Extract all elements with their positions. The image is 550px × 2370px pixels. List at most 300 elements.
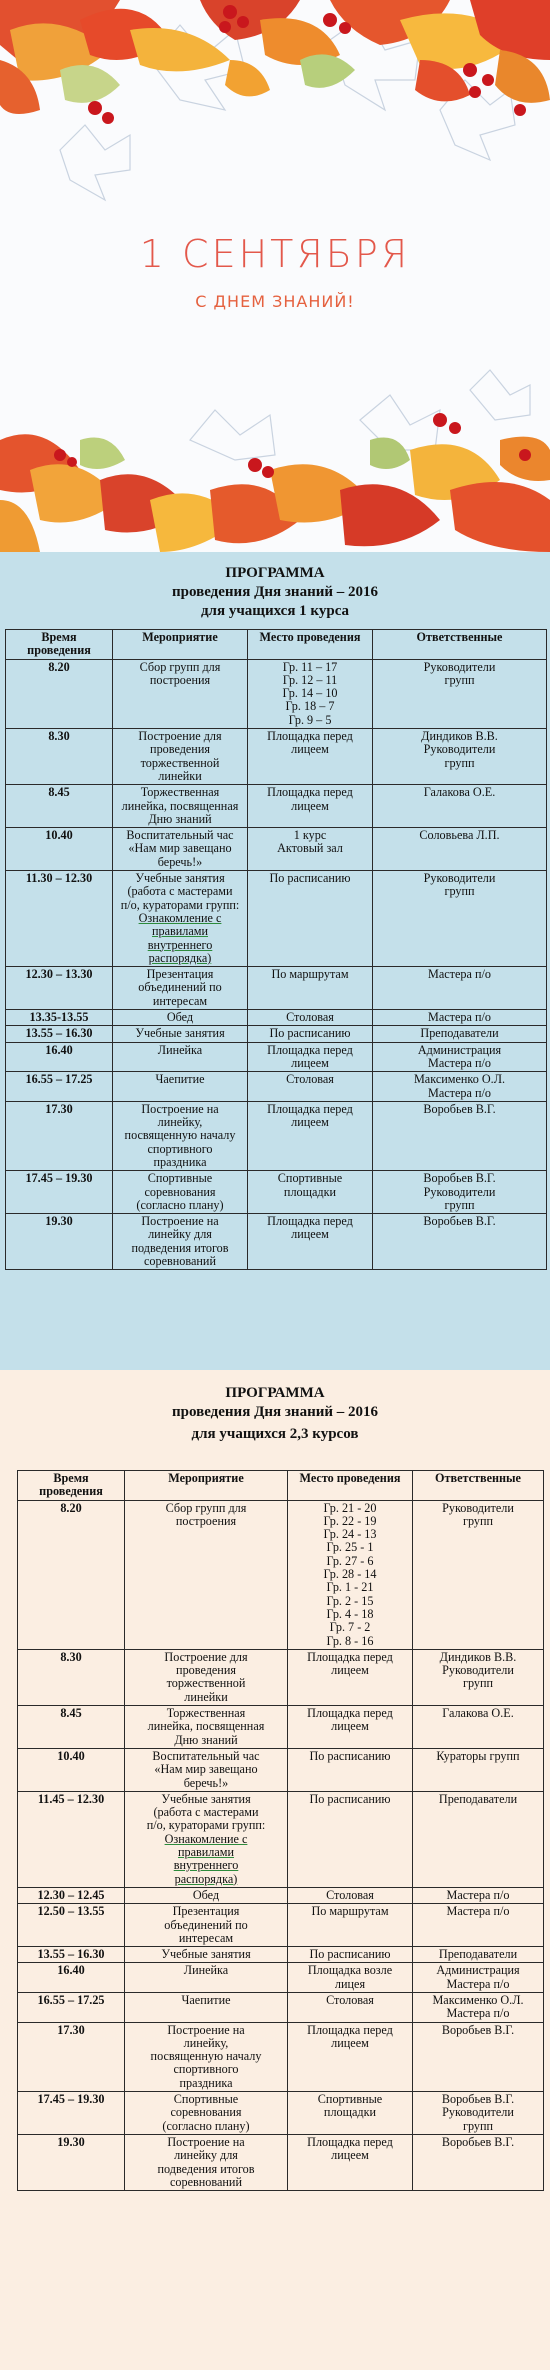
cell-line: Площадка перед (307, 2134, 393, 2149)
cell-line: Соловьева Л.П. (419, 828, 500, 843)
cell-line: Гр. 24 - 13 (323, 1527, 377, 1542)
cell-line: Спортивные (277, 1171, 343, 1186)
cell-place (288, 1649, 413, 1705)
cell-line: лицеем (331, 1663, 369, 1678)
table-row (18, 1947, 544, 1963)
table-row (6, 1101, 547, 1170)
program-heading-line: для учащихся 2,3 курсов (191, 1426, 359, 1442)
table-row (18, 2134, 544, 2190)
cell-place (248, 1214, 373, 1270)
cell-line: Площадка перед (307, 1649, 393, 1664)
cell-event (113, 1042, 248, 1072)
cell-line: распорядка) (174, 1871, 238, 1886)
cell-line: соревнований (144, 1254, 216, 1269)
cell-line: Линейка (183, 1963, 229, 1978)
cell-line: объединений по (138, 980, 222, 995)
cell-line: Построение на (167, 2022, 245, 2037)
cell-event (125, 2022, 288, 2091)
cell-line: Преподаватели (420, 1026, 499, 1041)
cell-time: 16.40 (6, 1042, 113, 1072)
table-row (6, 1072, 547, 1102)
cell-line: Обед (166, 1010, 194, 1025)
cell-time: 8.20 (6, 659, 113, 728)
cell-time: 10.40 (6, 828, 113, 871)
cell-event (125, 1791, 288, 1887)
cell-line: По расписанию (269, 871, 351, 886)
cell-line: Дню знаний (174, 1732, 238, 1747)
cell-line: Воробьев В.Г. (441, 2134, 515, 2149)
cell-place (248, 659, 373, 728)
cell-line: лицеем (291, 1227, 329, 1242)
table-row (6, 1026, 547, 1042)
cell-line: Чаепитие (155, 1072, 205, 1087)
cell-event (125, 1706, 288, 1749)
cell-place (288, 2134, 413, 2190)
cell-line: По маршрутам (311, 1904, 389, 1919)
cell-line: (работа с мастерами (153, 1805, 259, 1820)
cell-responsible (373, 1214, 547, 1270)
autumn-leaves-illustration (0, 0, 550, 552)
table-row (6, 659, 547, 728)
greeting-subtitle: С ДНЕМ ЗНАНИЙ! (195, 292, 355, 311)
cell-responsible (413, 1947, 544, 1963)
cell-responsible (413, 2022, 544, 2091)
program-heading (0, 1370, 550, 1444)
cell-line: (согласно плану) (162, 2118, 250, 2133)
cell-line: соревнования (144, 1184, 216, 1199)
cell-time: 11.30 – 12.30 (6, 871, 113, 967)
cell-responsible (413, 1992, 544, 2022)
column-header-place: Место проведения (248, 630, 373, 660)
cell-place (288, 1748, 413, 1791)
cell-place (248, 1042, 373, 1072)
cell-line: групп (444, 755, 475, 770)
cell-line: Построение для (164, 1649, 248, 1664)
cell-line: Спортивные (147, 1171, 213, 1186)
cell-line: торжественной (166, 1676, 246, 1691)
cell-event (113, 1010, 248, 1026)
program-rows (6, 659, 547, 1270)
greeting-title: 1 СЕНТЯБРЯ (139, 232, 411, 276)
cell-line: Дню знаний (148, 811, 212, 826)
table-row (18, 1748, 544, 1791)
column-header-responsible: Ответственные (413, 1471, 544, 1501)
cell-line: Мастера п/о (446, 1904, 510, 1919)
cell-line: групп (462, 1676, 494, 1691)
cell-line: Гр. 22 - 19 (323, 1513, 377, 1528)
cell-line: Гр. 1 - 21 (326, 1580, 374, 1595)
cell-place (248, 785, 373, 828)
table-row (6, 785, 547, 828)
cell-line: площадки (323, 2105, 377, 2120)
cell-line: Площадка перед (267, 1214, 353, 1229)
cell-line: Сбор групп для (165, 1500, 247, 1515)
cell-time: 17.45 – 19.30 (6, 1171, 113, 1214)
cell-event (113, 828, 248, 871)
cell-line: Максименко О.Л. (413, 1072, 506, 1087)
cell-line: Диндиков В.В. (439, 1649, 517, 1664)
cell-line: посвященную началу (124, 1128, 236, 1143)
table-row (6, 729, 547, 785)
cell-responsible (373, 1072, 547, 1102)
cell-line: торжественной (140, 755, 220, 770)
cell-line: лицея (334, 1976, 366, 1991)
cell-line: лицеем (331, 1719, 369, 1734)
cell-time: 12.30 – 13.30 (6, 967, 113, 1010)
table-row (6, 967, 547, 1010)
cell-time: 10.40 (18, 1748, 125, 1791)
cell-line: Воспитательный час (152, 1748, 260, 1763)
cell-line: Мастера п/о (428, 1055, 491, 1070)
cell-line: линейку для (174, 2148, 238, 2163)
cell-event (113, 871, 248, 967)
cell-time: 13.35-13.55 (6, 1010, 113, 1026)
cell-responsible (373, 871, 547, 967)
cell-place (288, 1904, 413, 1947)
table-row (18, 1904, 544, 1947)
cell-time: 13.55 – 16.30 (18, 1947, 125, 1963)
cell-line: Воробьев В.Г. (441, 2022, 515, 2037)
cell-responsible (373, 785, 547, 828)
cell-line: интересам (178, 1930, 234, 1945)
cell-line: Построение для (138, 729, 222, 744)
program-heading-line: проведения Дня знаний – 2016 (172, 584, 378, 600)
cell-line: объединений по (164, 1917, 248, 1932)
cell-line: Мастера п/о (446, 2006, 510, 2021)
table-row (18, 1500, 544, 1649)
cell-time: 12.30 – 12.45 (18, 1887, 125, 1903)
cell-event (113, 1214, 248, 1270)
cell-line: подведения итогов (131, 1240, 229, 1255)
cell-line: Площадка возле (307, 1963, 393, 1978)
cell-line: Гр. 7 - 2 (329, 1620, 371, 1635)
cell-line: Гр. 9 – 5 (288, 712, 332, 727)
cell-line: Диндиков В.В. (421, 729, 498, 744)
cell-line: Столовая (286, 1072, 334, 1087)
cell-line: спортивного (147, 1141, 213, 1156)
cell-line: групп (444, 884, 475, 899)
cell-line: праздника (179, 2075, 233, 2090)
table-row (18, 1887, 544, 1903)
cell-line: Столовая (286, 1010, 334, 1025)
cell-line: Обед (192, 1887, 220, 1902)
cell-event (125, 1649, 288, 1705)
cell-line: Площадка перед (267, 1042, 353, 1057)
cell-line: внутреннего (173, 1858, 239, 1873)
column-header-event: Мероприятие (125, 1471, 288, 1501)
cell-line: беречь!» (157, 854, 203, 869)
cell-line: правилами (177, 1845, 235, 1860)
cell-responsible (373, 659, 547, 728)
column-header-place: Место проведения (288, 1471, 413, 1501)
cell-responsible (373, 1042, 547, 1072)
table-row (18, 1963, 544, 1993)
cell-time: 8.45 (6, 785, 113, 828)
cell-line: Гр. 4 - 18 (326, 1606, 374, 1621)
cell-line: Актовый зал (277, 841, 343, 856)
cell-place (248, 1072, 373, 1102)
program-first-year (0, 552, 550, 1370)
cell-line: Гр. 25 - 1 (326, 1540, 374, 1555)
cell-line: По маршрутам (271, 967, 349, 982)
cell-line: подведения итогов (157, 2161, 255, 2176)
cell-responsible (373, 1171, 547, 1214)
cell-line: Воробьев В.Г. (441, 2092, 515, 2107)
cell-line: Мастера п/о (428, 967, 491, 982)
cell-line: Презентация (146, 967, 214, 982)
cell-line: Гр. 11 – 17 (282, 659, 338, 674)
cell-line: лицеем (291, 1115, 329, 1130)
cell-line: Торжественная (166, 1706, 246, 1721)
cell-time: 8.45 (18, 1706, 125, 1749)
cell-line: линейка, посвященная (147, 1719, 265, 1734)
cell-line: групп (462, 2118, 494, 2133)
program-second-third-year (0, 1370, 550, 2370)
cell-line: проведения (176, 1663, 236, 1678)
cell-time: 17.45 – 19.30 (18, 2092, 125, 2135)
cell-line: Мастера п/о (446, 1976, 510, 1991)
cell-line: Площадка перед (307, 1706, 393, 1721)
cell-responsible (413, 1748, 544, 1791)
cell-event (125, 1500, 288, 1649)
cell-event (113, 1171, 248, 1214)
cell-line: Руководители (423, 1184, 496, 1199)
cell-event (125, 1947, 288, 1963)
cell-line: линейку, (157, 1115, 203, 1130)
cell-time: 16.40 (18, 1963, 125, 1993)
cell-line: распорядка) (148, 950, 212, 965)
cell-line: Руководители (423, 742, 496, 757)
cell-time: 17.30 (6, 1101, 113, 1170)
cell-place (248, 967, 373, 1010)
cell-event (113, 967, 248, 1010)
cell-time: 12.50 – 13.55 (18, 1904, 125, 1947)
cell-place (248, 1101, 373, 1170)
table-row (18, 1992, 544, 2022)
cell-place (288, 2022, 413, 2091)
column-header-event: Мероприятие (113, 630, 248, 660)
cell-line: Чаепитие (181, 1992, 231, 2007)
cell-line: Гр. 12 – 11 (282, 672, 338, 687)
cell-responsible (413, 1706, 544, 1749)
cell-time: 11.45 – 12.30 (18, 1791, 125, 1887)
program-heading-line: для учащихся 1 курса (200, 603, 350, 619)
cell-line: Преподаватели (438, 1947, 518, 1962)
table-row (18, 1649, 544, 1705)
table-row (6, 1042, 547, 1072)
column-header-responsible: Ответственные (373, 630, 547, 660)
cell-line: Преподаватели (438, 1791, 518, 1806)
cell-time: 8.20 (18, 1500, 125, 1649)
cell-line: Построение на (141, 1214, 219, 1229)
cell-line: 1 курс (293, 828, 327, 843)
cell-line: линейка, посвященная (121, 798, 239, 813)
cell-line: Руководители (423, 871, 496, 886)
cell-place (248, 729, 373, 785)
cell-line: Руководители (442, 1500, 514, 1515)
cell-line: внутреннего (147, 937, 213, 952)
program-heading-line: проведения Дня знаний – 2016 (172, 1404, 378, 1420)
cell-line: Учебные занятия (161, 1791, 251, 1806)
cell-line: п/о, кураторами групп: (146, 1818, 266, 1833)
cell-line: проведения (150, 742, 210, 757)
program-rows (18, 1500, 544, 2191)
cell-time: 8.30 (6, 729, 113, 785)
cell-event (125, 1992, 288, 2022)
cell-event (125, 2092, 288, 2135)
cell-place (248, 871, 373, 967)
cell-time: 16.55 – 17.25 (18, 1992, 125, 2022)
cell-line: Гр. 21 - 20 (323, 1500, 377, 1515)
cell-place (288, 1706, 413, 1749)
cell-event (113, 785, 248, 828)
cell-responsible (373, 1101, 547, 1170)
cell-responsible (413, 1649, 544, 1705)
cell-line: Мастера п/о (446, 1887, 510, 1902)
cell-responsible (413, 1887, 544, 1903)
cell-event (113, 1101, 248, 1170)
table-row (6, 1010, 547, 1026)
cell-line: Площадка перед (267, 785, 353, 800)
cell-line: Построение на (141, 1101, 219, 1116)
cell-line: интересам (152, 993, 208, 1008)
program-heading (0, 552, 550, 621)
cell-place (288, 1947, 413, 1963)
cell-line: Площадка перед (267, 729, 353, 744)
table-row (18, 2022, 544, 2091)
cell-line: Мастера п/о (428, 1010, 491, 1025)
cell-responsible (413, 1904, 544, 1947)
cell-event (113, 729, 248, 785)
table-row (18, 1706, 544, 1749)
cell-line: линейку для (148, 1227, 212, 1242)
cell-time: 17.30 (18, 2022, 125, 2091)
cell-line: По расписанию (309, 1748, 391, 1763)
cell-place (248, 1171, 373, 1214)
cell-line: По расписанию (269, 1026, 351, 1041)
cell-place (248, 1010, 373, 1026)
cell-line: Галакова О.Е. (423, 785, 496, 800)
cell-line: групп (462, 1513, 494, 1528)
cell-line: Площадка перед (307, 2022, 393, 2037)
program-heading-line: ПРОГРАММА (225, 1385, 325, 1401)
table-row (18, 1791, 544, 1887)
cell-line: спортивного (173, 2062, 239, 2077)
cell-responsible (373, 828, 547, 871)
cell-line: Руководители (442, 1663, 514, 1678)
cell-line: Воробьев В.Г. (423, 1101, 496, 1116)
cell-line: Гр. 18 – 7 (285, 699, 335, 714)
cell-line: лицеем (291, 1055, 329, 1070)
cell-line: Столовая (326, 1992, 374, 2007)
cell-line: построения (149, 672, 211, 687)
cell-event (113, 1026, 248, 1042)
table-row (6, 1214, 547, 1270)
cell-line: Воробьев В.Г. (423, 1171, 496, 1186)
cell-line: групп (444, 1197, 475, 1212)
cell-responsible (413, 2092, 544, 2135)
cell-responsible (373, 967, 547, 1010)
cell-line: Учебные занятия (135, 1026, 225, 1041)
cell-line: Учебные занятия (135, 871, 225, 886)
column-header-time: Время проведения (18, 1471, 125, 1501)
cell-line: «Нам мир завещано (154, 1762, 258, 1777)
cell-responsible (373, 1026, 547, 1042)
cell-event (125, 2134, 288, 2190)
cell-line: п/о, кураторами групп: (120, 897, 240, 912)
cell-place (288, 2092, 413, 2135)
cell-line: Спортивные (173, 2092, 239, 2107)
cell-place (288, 1887, 413, 1903)
cell-place (288, 1500, 413, 1649)
cell-line: Руководители (442, 2105, 514, 2120)
cell-line: Мастера п/о (428, 1085, 491, 1100)
cell-time: 19.30 (18, 2134, 125, 2190)
cell-line: По расписанию (309, 1947, 391, 1962)
cell-line: линейки (184, 1689, 228, 1704)
cell-line: Ознакомление с (164, 1831, 248, 1846)
cell-line: групп (444, 672, 475, 687)
table-row (6, 828, 547, 871)
cell-line: Столовая (326, 1887, 374, 1902)
cell-line: Кураторы групп (436, 1748, 520, 1763)
cell-line: построения (175, 1513, 237, 1528)
program-table (17, 1470, 544, 2191)
cell-line: Руководители (423, 659, 496, 674)
table-row (6, 1171, 547, 1214)
cell-line: Администрация (436, 1963, 520, 1978)
cell-line: (работа с мастерами (127, 884, 233, 899)
cell-line: Максименко О.Л. (432, 1992, 524, 2007)
cell-line: праздника (153, 1154, 207, 1169)
cell-line: Спортивные (317, 2092, 383, 2107)
cell-line: правилами (151, 924, 209, 939)
cell-responsible (413, 1791, 544, 1887)
cell-event (125, 1748, 288, 1791)
table-row (6, 871, 547, 967)
cell-line: линейку, (183, 2035, 229, 2050)
cell-event (125, 1904, 288, 1947)
cell-event (125, 1963, 288, 1993)
cell-event (113, 1072, 248, 1102)
cell-line: беречь!» (183, 1775, 229, 1790)
cell-time: 19.30 (6, 1214, 113, 1270)
cell-line: Ознакомление с (138, 910, 222, 925)
cell-line: лицеем (331, 2035, 369, 2050)
cell-line: линейки (158, 768, 202, 783)
cell-line: Презентация (172, 1904, 240, 1919)
cell-place (288, 1992, 413, 2022)
table-row (18, 2092, 544, 2135)
program-heading-line: ПРОГРАММА (225, 565, 325, 581)
cell-place (288, 1791, 413, 1887)
cell-line: Гр. 27 - 6 (326, 1553, 374, 1568)
cell-line: Построение на (167, 2134, 245, 2149)
cell-responsible (413, 1963, 544, 1993)
cell-line: Учебные занятия (161, 1947, 251, 1962)
cell-line: соревнования (170, 2105, 242, 2120)
program-table (5, 629, 547, 1270)
cell-responsible (373, 1010, 547, 1026)
cell-line: Сбор групп для (139, 659, 221, 674)
cell-event (125, 1887, 288, 1903)
cell-line: По расписанию (309, 1791, 391, 1806)
greeting-card (0, 0, 550, 552)
cell-line: Воспитательный час (126, 828, 234, 843)
cell-line: Торжественная (140, 785, 220, 800)
cell-responsible (413, 1500, 544, 1649)
cell-line: Площадка перед (267, 1101, 353, 1116)
